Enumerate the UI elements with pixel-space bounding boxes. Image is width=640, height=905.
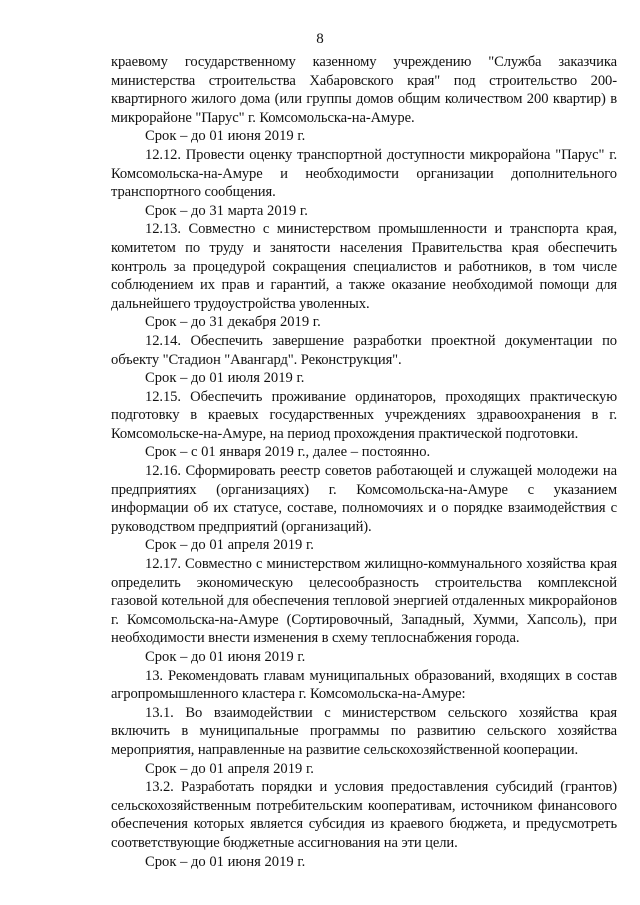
paragraph-13: 13. Рекомендовать главам муниципальных образований, входящих в состав агропромышленного кластера г. Комсомольска-на-Амуре: [111,667,617,703]
paragraph-13-1: 13.1. Во взаимодействии с министерством сельского хозяйства края включить в муниципальные программы по развитию сельского хозяйства мероприятия, направленные на развитие сельскохозяйственной кооперации. [111,704,617,758]
deadline-line: Срок – до 01 июня 2019 г. [145,128,306,145]
deadline-line: Срок – до 01 апреля 2019 г. [145,537,314,554]
paragraph-12-16: 12.16. Сформировать реестр советов работающей и служащей молодежи на предприятиях (организациях) г. Комсомольска-на-Амуре с указанием информации об их статусе, составе, полномочиях и о порядке взаимодействия с руководством предприятий (организаций). [111,463,617,535]
page-number: 8 [316,31,324,47]
paragraph-12-17: 12.17. Совместно с министерством жилищно-коммунального хозяйства края определить экономическую целесообразность строительства комплексной газовой котельной для обеспечения тепловой энергией отдаленных микрорайонов г. Комсомольска-на-Амуре (Сортировочный, Западный, Хумми, Хапсоль), при необходимости внести изменения в схему теплоснабжения города. [111,556,617,647]
paragraph-12-15: 12.15. Обеспечить проживание ординаторов, проходящих практическую подготовку в краевых государственных учреждениях здравоохранения в г. Комсомольске-на-Амуре, на период прохождения практической подготовки. [111,388,617,442]
paragraph-continuation: краевому государственному казенному учреждению "Служба заказчика министерства строительства Хабаровского края" под строительство 200-квартирного жилого дома (или группы домов общим количеством 200 квартир) в микрорайоне "Парус" г. Комсомольска-на-Амуре. [111,54,617,126]
paragraph-12-13: 12.13. Совместно с министерством промышленности и транспорта края, комитетом по труду и занятости населения Правительства края обеспечить контроль за процедурой сокращения специалистов и работников, в том числе соблюдением их прав и гарантий, а также оказание необходимой помощи для дальнейшего трудоустройства уволенных. [111,221,617,312]
deadline-line: Срок – до 01 июля 2019 г. [145,370,305,387]
paragraph-13-2: 13.2. Разработать порядки и условия предоставления субсидий (грантов) сельскохозяйственным потребительским кооперативам, источником финансового обеспечения которых является субсидия из краевого бюджета, и предусмотреть соответствующие бюджетные ассигнования на эти цели. [111,779,617,851]
paragraph-12-12: 12.12. Провести оценку транспортной доступности микрорайона "Парус" г. Комсомольска-на-Амуре и необходимости организации дополнительного транспортного сообщения. [111,146,617,201]
paragraph-12-14: 12.14. Обеспечить завершение разработки проектной документации по объекту "Стадион "Авангард". Реконструкция". [111,332,617,368]
deadline-line: Срок – до 31 декабря 2019 г. [145,314,321,331]
document-body [111,53,617,871]
deadline-line: Срок – до 01 июня 2019 г. [145,649,306,665]
deadline-line: Срок – до 01 апреля 2019 г. [145,760,314,777]
deadline-line: Срок – с 01 января 2019 г., далее – постоянно. [145,444,431,461]
deadline-line: Срок – до 31 марта 2019 г. [145,202,308,219]
deadline-line: Срок – до 01 июня 2019 г. [145,853,306,870]
